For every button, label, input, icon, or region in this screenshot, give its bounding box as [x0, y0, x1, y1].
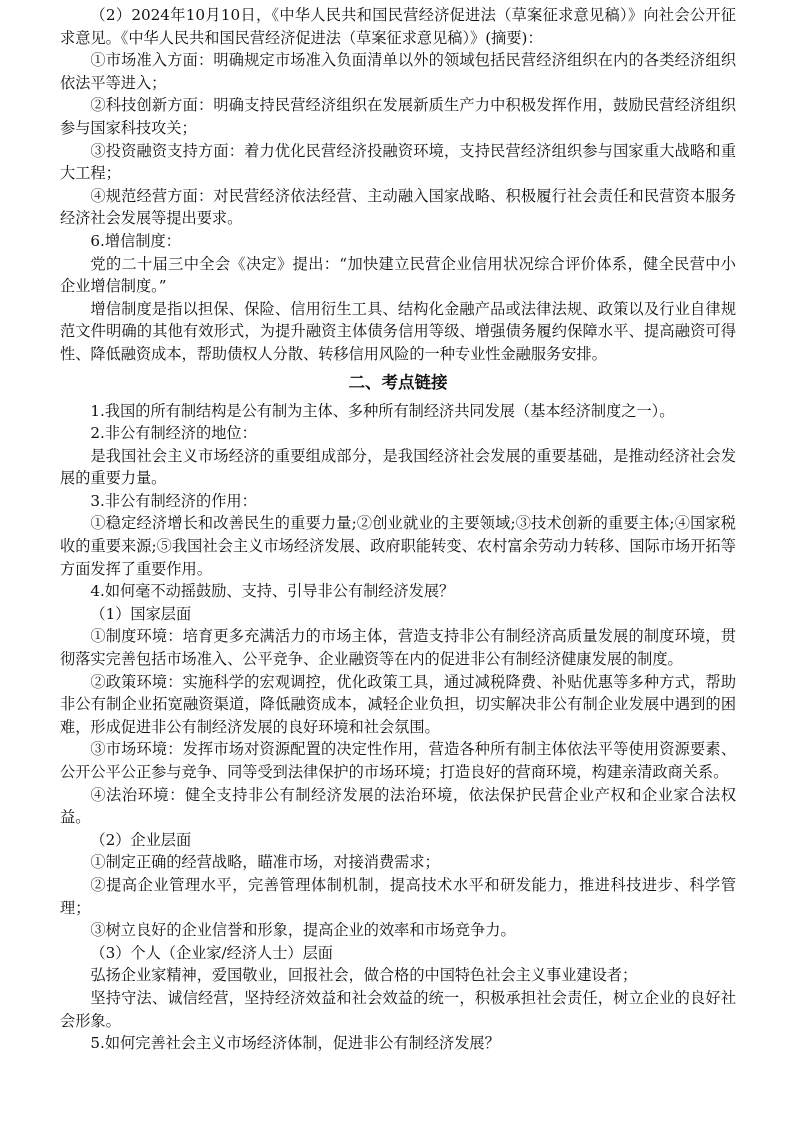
paragraph-enterprise-level: （2）企业层面 — [90, 830, 192, 849]
paragraph-role-title: 3.非公有制经济的作用： — [90, 491, 257, 510]
paragraph-tech-innovation: ②科技创新方面：明确支持民营经济组织在发展新质生产力中积极发挥作用，鼓励民营经济组织参与国家科技攻关； — [60, 96, 736, 137]
paragraph-role-body: ①稳定经济增长和改善民生的重要力量;②创业就业的主要领域;③技术创新的重要主体;④国家税收的重要来源;⑤我国社会主义市场经济发展、政府职能转变、农村富余劳动力转移、国际市场开拓等方面发挥了重要作用。 — [60, 514, 736, 578]
paragraph-plenum-decision: 党的二十届三中全会《决定》提出：“加快建立民营企业信用状况综合评价体系，健全民营中小企业增信制度。” — [60, 254, 736, 296]
paragraph-reputation: ③树立良好的企业信誉和形象，提高企业的效率和市场竞争力。 — [90, 921, 516, 940]
paragraph-credit-system-title: 6.增信制度： — [90, 231, 181, 250]
paragraph-state-level: （1）国家层面 — [90, 604, 192, 623]
paragraph-institutional-env: ①制度环境：培育更多充满活力的市场主体，营造支持非公有制经济高质量发展的制度环境，贯彻落实完善包括市场准入、公平竞争、企业融资等在内的促进非公有制经济健康发展的制度。 — [60, 627, 736, 669]
paragraph-investment-financing: ③投资融资支持方面：着力优化民营经济投融资环境，支持民营经济组织参与国家重大战略和重大工程； — [60, 141, 736, 183]
paragraph-credit-definition: 增信制度是指以担保、保险、信用衍生工具、结构化金融产品或法律法规、政策以及行业自律规范文件明确的其他有效形式，为提升融资主体债务信用等级、增强债务履约保障水平、提高融资可得性、降低融资成本，帮助债权人分散、转移信用风险的一种专业性金融服务安排。 — [60, 299, 736, 363]
paragraph-standard-operation: ④规范经营方面：对民营经济依法经营、主动融入国家战略、积极履行社会责任和民营资本服务经济社会发展等提出要求。 — [60, 186, 736, 228]
paragraph-status-body: 是我国社会主义市场经济的重要组成部分，是我国经济社会发展的重要基础，是推动经济社会发展的重要力量。 — [60, 446, 736, 488]
paragraph-status-title: 2.非公有制经济的地位： — [90, 424, 257, 443]
paragraph-entrepreneur-spirit: 弘扬企业家精神，爱国敬业，回报社会，做合格的中国特色社会主义事业建设者； — [90, 966, 638, 985]
paragraph-management: ②提高企业管理水平，完善管理体制机制，提高技术水平和研发能力，推进科技进步、科学管理； — [60, 875, 736, 917]
paragraph-market-access: ①市场准入方面：明确规定市场准入负面清单以外的领域包括民营经济组织在内的各类经济组织依法平等进入； — [60, 51, 736, 92]
paragraph-ownership-structure: 1.我国的所有制结构是公有制为主体、多种所有制经济共同发展（基本经济制度之一）。 — [90, 401, 675, 420]
paragraph-question-5: 5.如何完善社会主义市场经济体制，促进非公有制经济发展？ — [90, 1034, 500, 1053]
paragraph-lawful-operation: 坚持守法、诚信经营，坚持经济效益和社会效益的统一，积极承担社会责任，树立企业的良好社会形象。 — [60, 988, 736, 1030]
paragraph-individual-level: （3）个人（企业家/经济人士）层面 — [90, 943, 333, 962]
paragraph-question-4: 4.如何毫不动摇鼓励、支持、引导非公有制经济发展？ — [90, 582, 455, 601]
paragraph-legal-env: ④法治环境：健全支持非公有制经济发展的法治环境，依法保护民营企业产权和企业家合法权益。 — [60, 785, 736, 827]
section-heading: 二、考点链接 — [348, 372, 448, 392]
paragraph-market-env: ③市场环境：发挥市场对资源配置的决定性作用，营造各种所有制主体依法平等使用资源要素、公开公平公正参与竞争、同等受到法律保护的市场环境；打造良好的营商环境，构建亲清政商关系。 — [60, 740, 736, 781]
paragraph-policy-env: ②政策环境：实施科学的宏观调控，优化政策工具，通过减税降费、补贴优惠等多种方式，帮助非公有制企业拓宽融资渠道，降低融资成本，减轻企业负担，切实解决非公有制企业发展中遇到的困难，形成促进非公有制经济发展的良好环境和社会氛围。 — [60, 672, 736, 736]
paragraph-draft-law-intro: （2）2024年10月10日，《中华人民共和国民营经济促进法（草案征求意见稿）》向社会公开征求意见。《中华人民共和国民营经济促进法（草案征求意见稿）》(摘要)： — [60, 6, 736, 47]
paragraph-strategy: ①制定正确的经营战略，瞄准市场，对接消费需求； — [90, 853, 440, 872]
